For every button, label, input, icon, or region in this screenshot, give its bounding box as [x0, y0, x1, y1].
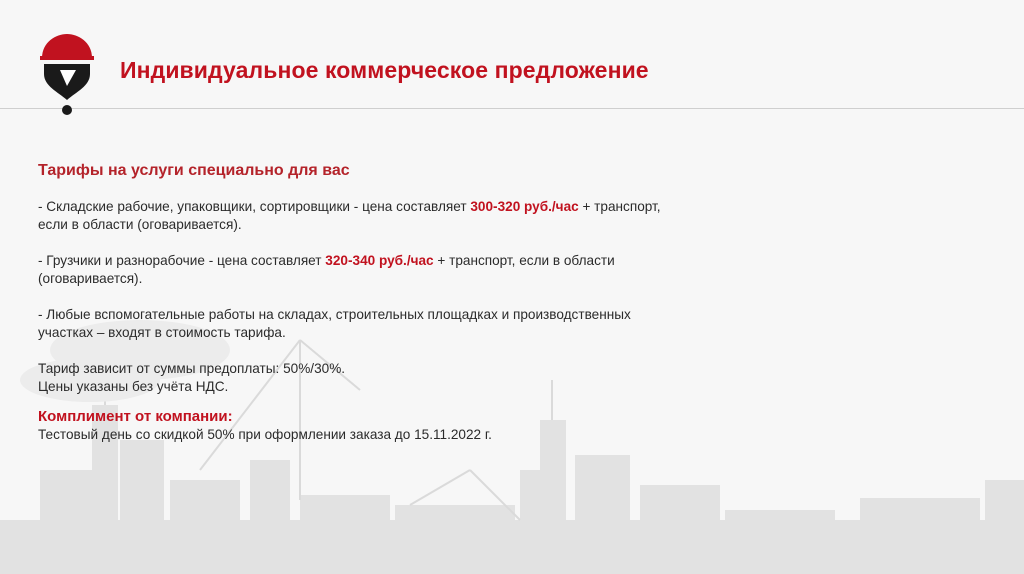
tariff-price: 320-340 руб./час — [325, 253, 434, 268]
prepayment-note: Тариф зависит от суммы предоплаты: 50%/30%. — [38, 361, 346, 376]
tariff-item-text: - Складские рабочие, упаковщики, сортировщики - цена составляет — [38, 199, 471, 214]
tariff-note — [38, 360, 758, 396]
bonus-text: Тестовый день со скидкой 50% при оформлении заказа до 15.11.2022 г. — [38, 427, 492, 442]
page-title: Индивидуальное коммерческое предложение — [120, 57, 649, 83]
header-divider — [0, 108, 1024, 109]
section-subtitle: Тарифы на услуги специально для вас — [38, 162, 350, 179]
tariff-item-text: - Грузчики и разнорабочие - цена составляет — [38, 253, 326, 268]
tariff-item-text: + транспорт, если в области — [433, 253, 615, 268]
tariff-item-text: - Любые вспомогательные работы на складах, строительных площадках и производственных — [38, 307, 631, 322]
vat-note: Цены указаны без учёта НДС. — [38, 379, 229, 394]
company-logo-icon — [36, 30, 98, 118]
tariff-item-text: + транспорт, — [578, 199, 661, 214]
tariff-item-text: если в области (оговаривается). — [38, 217, 242, 232]
tariff-item-warehouse — [38, 198, 758, 234]
bonus-title: Комплимент от компании: — [38, 408, 233, 425]
offer-content — [38, 160, 758, 444]
tariff-item-text: (оговаривается). — [38, 271, 143, 286]
tariff-item-loaders — [38, 252, 758, 288]
tariff-item-text: участках – входят в стоимость тарифа. — [38, 325, 286, 340]
tariff-price: 300-320 руб./час — [470, 199, 579, 214]
tariff-item-auxiliary — [38, 306, 758, 342]
